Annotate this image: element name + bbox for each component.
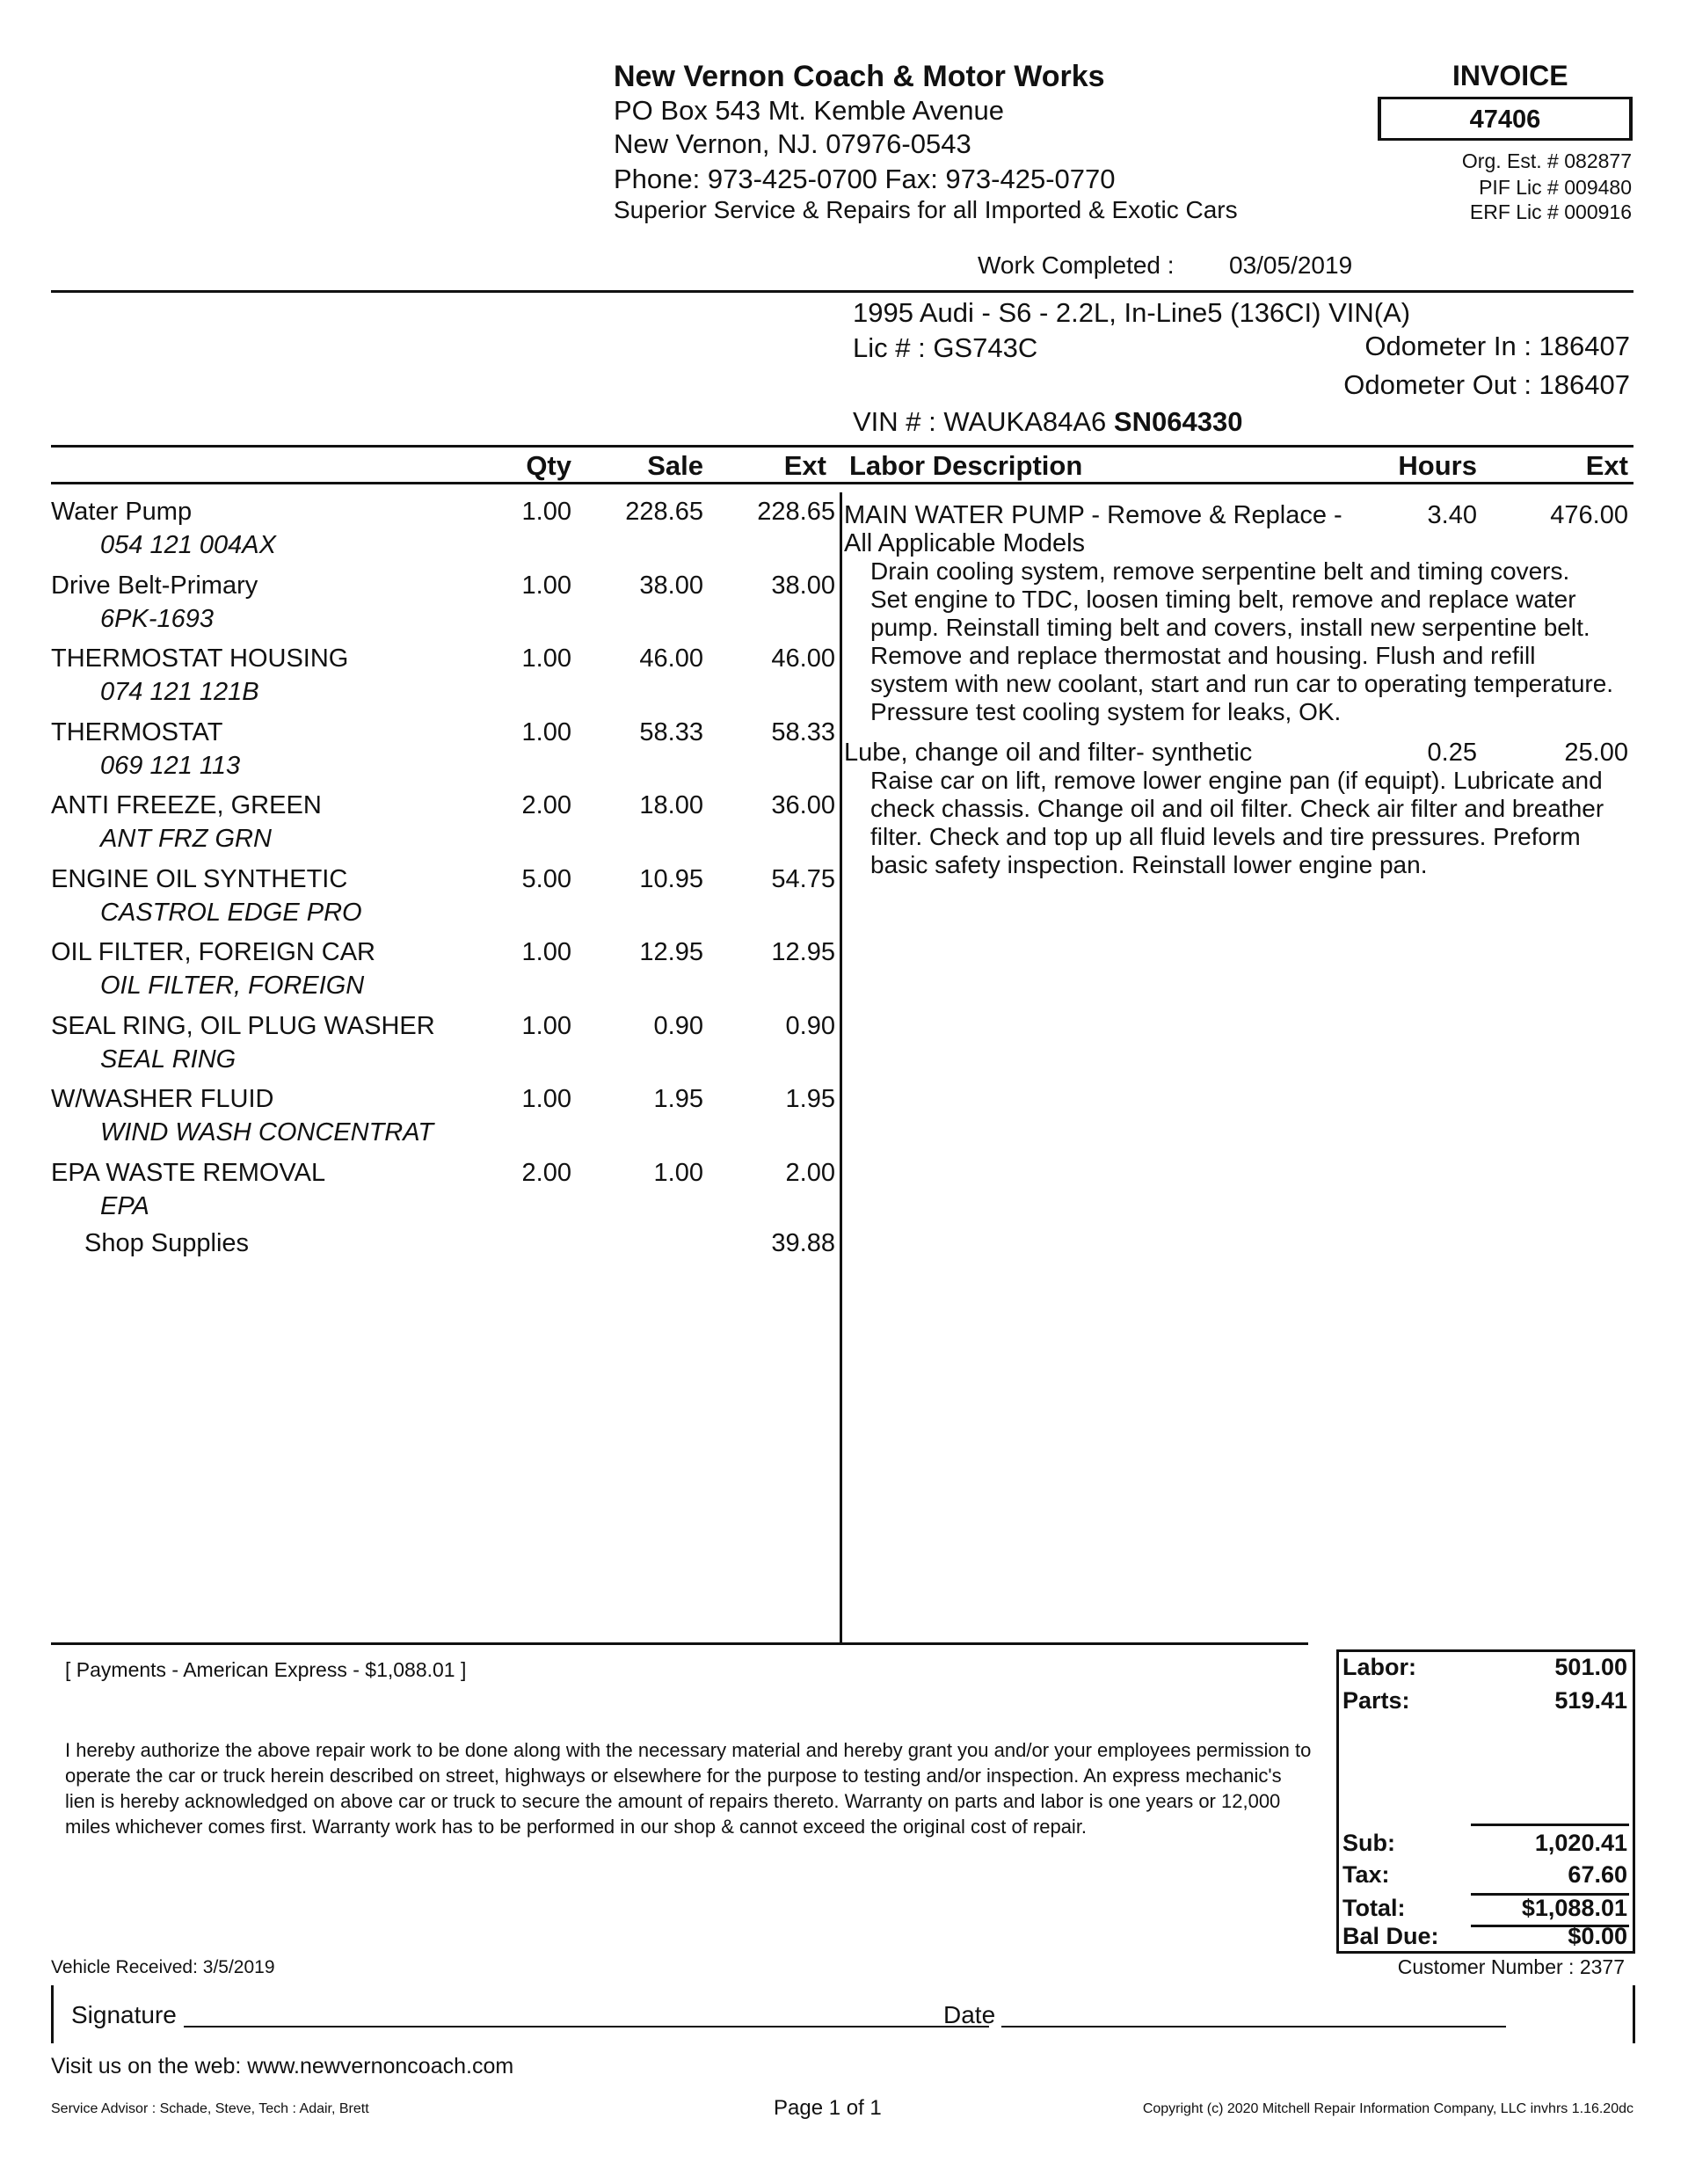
part-row: [0, 791, 844, 862]
date-label: Date: [943, 2001, 996, 2028]
work-completed-label: Work Completed :: [978, 251, 1175, 279]
shop-address-1: PO Box 543 Mt. Kemble Avenue: [614, 95, 1005, 126]
total-label: Total:: [1342, 1895, 1406, 1921]
invoice-number-box: [1378, 97, 1633, 141]
page-number: Page 1 of 1: [774, 2096, 882, 2120]
part-ext: 46.00: [771, 644, 835, 673]
part-name: ENGINE OIL SYNTHETIC: [51, 865, 348, 893]
part-number: 069 121 113: [100, 752, 241, 780]
part-qty: 5.00: [521, 865, 571, 893]
table-top-rule: [51, 445, 1633, 448]
labor-description-line: Remove and replace thermostat and housing. Flush and refill: [870, 642, 1536, 669]
shop-supplies-ext: 39.88: [771, 1229, 835, 1257]
part-number: WIND WASH CONCENTRAT: [100, 1118, 434, 1147]
part-number: EPA: [100, 1192, 149, 1220]
date-line[interactable]: [1001, 2026, 1506, 2027]
part-sale: 58.33: [639, 718, 703, 746]
labor-header-description: Labor Description: [849, 450, 1083, 481]
part-sale: 12.95: [639, 938, 703, 966]
part-row: [0, 1159, 844, 1229]
parts-header-qty: Qty: [526, 450, 571, 481]
part-qty: 1.00: [521, 571, 571, 600]
labor-header-hours: Hours: [1398, 450, 1477, 481]
vin: [853, 406, 1242, 438]
part-qty: 1.00: [521, 938, 571, 966]
invoice-title: INVOICE: [1452, 60, 1568, 91]
part-ext: 54.75: [771, 865, 835, 893]
shop-tagline: Superior Service & Repairs for all Imported & Exotic Cars: [614, 196, 1238, 223]
part-row: [0, 718, 844, 789]
website: Visit us on the web: www.newvernoncoach.com: [51, 2054, 514, 2078]
part-name: THERMOSTAT: [51, 718, 223, 746]
labor-description-line: Raise car on lift, remove lower engine pan (if equipt). Lubricate and: [870, 767, 1603, 794]
vehicle-description: 1995 Audi - S6 - 2.2L, In-Line5 (136CI) VIN(A): [853, 297, 1411, 328]
labor-description-line: pump. Reinstall timing belt and covers, install new serpentine belt.: [870, 614, 1590, 641]
total-amount: $1,088.01: [1521, 1895, 1627, 1921]
part-ext: 38.00: [771, 571, 835, 600]
labor-2-title: Lube, change oil and filter- synthetic: [844, 739, 1253, 767]
part-ext: 0.90: [785, 1012, 835, 1040]
odometer-out: Odometer Out : 186407: [1343, 369, 1630, 400]
part-ext: 2.00: [785, 1159, 835, 1187]
erf-lic: ERF Lic # 000916: [1469, 200, 1632, 223]
part-qty: 1.00: [521, 1012, 571, 1040]
vin-label: VIN # : WAUKA84A6: [853, 406, 1114, 437]
labor-1-subtitle: All Applicable Models: [844, 529, 1086, 557]
odometer-in: Odometer In : 186407: [1364, 331, 1630, 361]
labor-description-line: check chassis. Change oil and oil filter. Check air filter and breather: [870, 795, 1604, 822]
labor-1-hours: 3.40: [1427, 501, 1477, 529]
part-number: 6PK-1693: [100, 605, 214, 633]
org-est: Org. Est. # 082877: [1461, 149, 1632, 172]
part-number: 074 121 121B: [100, 678, 259, 706]
vehicle-received: Vehicle Received: 3/5/2019: [51, 1957, 275, 1977]
labor-description-line: Pressure test cooling system for leaks, OK.: [870, 698, 1342, 725]
part-name: THERMOSTAT HOUSING: [51, 644, 349, 673]
bal-due-label: Bal Due:: [1342, 1923, 1439, 1949]
totals-box: [1336, 1649, 1635, 1954]
vin-serial: SN064330: [1113, 406, 1243, 437]
part-number: SEAL RING: [100, 1045, 236, 1074]
part-name: SEAL RING, OIL PLUG WASHER: [51, 1012, 435, 1040]
part-number: OIL FILTER, FOREIGN: [100, 972, 365, 1000]
labor-header-ext: Ext: [1585, 450, 1628, 481]
tax-label: Tax:: [1342, 1861, 1390, 1888]
shop-supplies-label: Shop Supplies: [84, 1229, 250, 1257]
part-sale: 228.65: [625, 498, 703, 526]
labor-description-line: Drain cooling system, remove serpentine belt and timing covers.: [870, 557, 1570, 585]
service-advisor: Service Advisor : Schade, Steve, Tech : Adair, Brett: [51, 2101, 369, 2116]
part-name: OIL FILTER, FOREIGN CAR: [51, 938, 375, 966]
signature-line[interactable]: [184, 2026, 989, 2027]
labor-2-hours: 0.25: [1427, 739, 1477, 767]
sub-label: Sub:: [1342, 1830, 1395, 1856]
part-ext: 12.95: [771, 938, 835, 966]
parts-total: 519.41: [1554, 1687, 1627, 1714]
part-sale: 18.00: [639, 791, 703, 819]
labor-description-line: filter. Check and top up all fluid levels and tire pressures. Preform: [870, 823, 1581, 850]
invoice-number: 47406: [1469, 106, 1541, 134]
part-sale: 10.95: [639, 865, 703, 893]
part-name: EPA WASTE REMOVAL: [51, 1159, 326, 1187]
shop-name: New Vernon Coach & Motor Works: [614, 60, 1105, 93]
payments: [ Payments - American Express - $1,088.01 ]: [65, 1658, 467, 1681]
part-number: ANT FRZ GRN: [100, 825, 272, 853]
part-ext: 36.00: [771, 791, 835, 819]
part-name: ANTI FREEZE, GREEN: [51, 791, 322, 819]
header-divider: [51, 290, 1633, 293]
labor-total: 501.00: [1554, 1654, 1627, 1680]
labor-total-label: Labor:: [1342, 1654, 1416, 1680]
part-ext: 58.33: [771, 718, 835, 746]
part-sale: 1.95: [653, 1085, 703, 1113]
part-name: W/WASHER FLUID: [51, 1085, 274, 1113]
part-row: [0, 498, 844, 568]
labor-description-line: Set engine to TDC, loosen timing belt, remove and replace water: [870, 586, 1576, 613]
part-row: [0, 1012, 844, 1082]
part-qty: 2.00: [521, 1159, 571, 1187]
part-row: [0, 644, 844, 715]
part-sale: 1.00: [653, 1159, 703, 1187]
bottom-section-rule: [51, 1642, 1308, 1645]
part-qty: 1.00: [521, 644, 571, 673]
part-row: [0, 1085, 844, 1155]
vehicle-lic: Lic # : GS743C: [853, 332, 1038, 363]
bal-due-amount: $0.00: [1568, 1923, 1627, 1949]
labor-1-ext: 476.00: [1550, 501, 1628, 529]
labor-description-line: basic safety inspection. Reinstall lower engine pan.: [870, 851, 1428, 878]
parts-header-ext: Ext: [783, 450, 826, 481]
part-row: [0, 938, 844, 1008]
part-number: 054 121 004AX: [100, 531, 276, 559]
parts-total-label: Parts:: [1342, 1687, 1410, 1714]
part-qty: 1.00: [521, 1085, 571, 1113]
part-sale: 46.00: [639, 644, 703, 673]
labor-description-line: system with new coolant, start and run car to operating temperature.: [870, 670, 1614, 697]
part-qty: 2.00: [521, 791, 571, 819]
part-ext: 1.95: [785, 1085, 835, 1113]
copyright: Copyright (c) 2020 Mitchell Repair Information Company, LLC invhrs 1.16.20dc: [1142, 2101, 1633, 2116]
pif-lic: PIF Lic # 009480: [1479, 176, 1632, 199]
authorization-text: I hereby authorize the above repair work to be done along with the necessary material and hereby grant you and/or your employees permission to operate the car or truck herein described on street, highways or elsewhere for the purpose to testing and/or inspection. An express mechanic's lien is hereby acknowledged on above car or truck to secure the amount of repairs thereto. Warranty on parts and labor is one years or 12,000 miles whichever comes first. Warranty work has to be performed in our shop & cannot exceed the original cost of repair.: [65, 1739, 1312, 1838]
tax-amount: 67.60: [1568, 1861, 1627, 1888]
part-ext: 228.65: [757, 498, 835, 526]
part-row: [0, 865, 844, 935]
customer-number: Customer Number : 2377: [1397, 1955, 1625, 1978]
shop-address-2: New Vernon, NJ. 07976-0543: [614, 128, 971, 159]
part-qty: 1.00: [521, 718, 571, 746]
work-completed-date: 03/05/2019: [1229, 251, 1353, 279]
part-name: Water Pump: [51, 498, 193, 526]
part-sale: 38.00: [639, 571, 703, 600]
part-sale: 0.90: [653, 1012, 703, 1040]
subtotal-rule: [1471, 1824, 1629, 1826]
part-row: [0, 571, 844, 642]
signature-box: [51, 1985, 1635, 2043]
part-name: Drive Belt-Primary: [51, 571, 258, 600]
labor-2-ext: 25.00: [1564, 739, 1628, 767]
labor-1-title: MAIN WATER PUMP - Remove & Replace -: [844, 501, 1342, 529]
part-qty: 1.00: [521, 498, 571, 526]
sub-total: 1,020.41: [1534, 1830, 1627, 1856]
shop-phone-fax: Phone: 973-425-0700 Fax: 973-425-0770: [614, 164, 1116, 194]
table-header-rule: [51, 482, 1633, 484]
parts-header-sale: Sale: [647, 450, 703, 481]
part-number: CASTROL EDGE PRO: [100, 899, 362, 927]
signature-label: Signature: [71, 2001, 177, 2028]
